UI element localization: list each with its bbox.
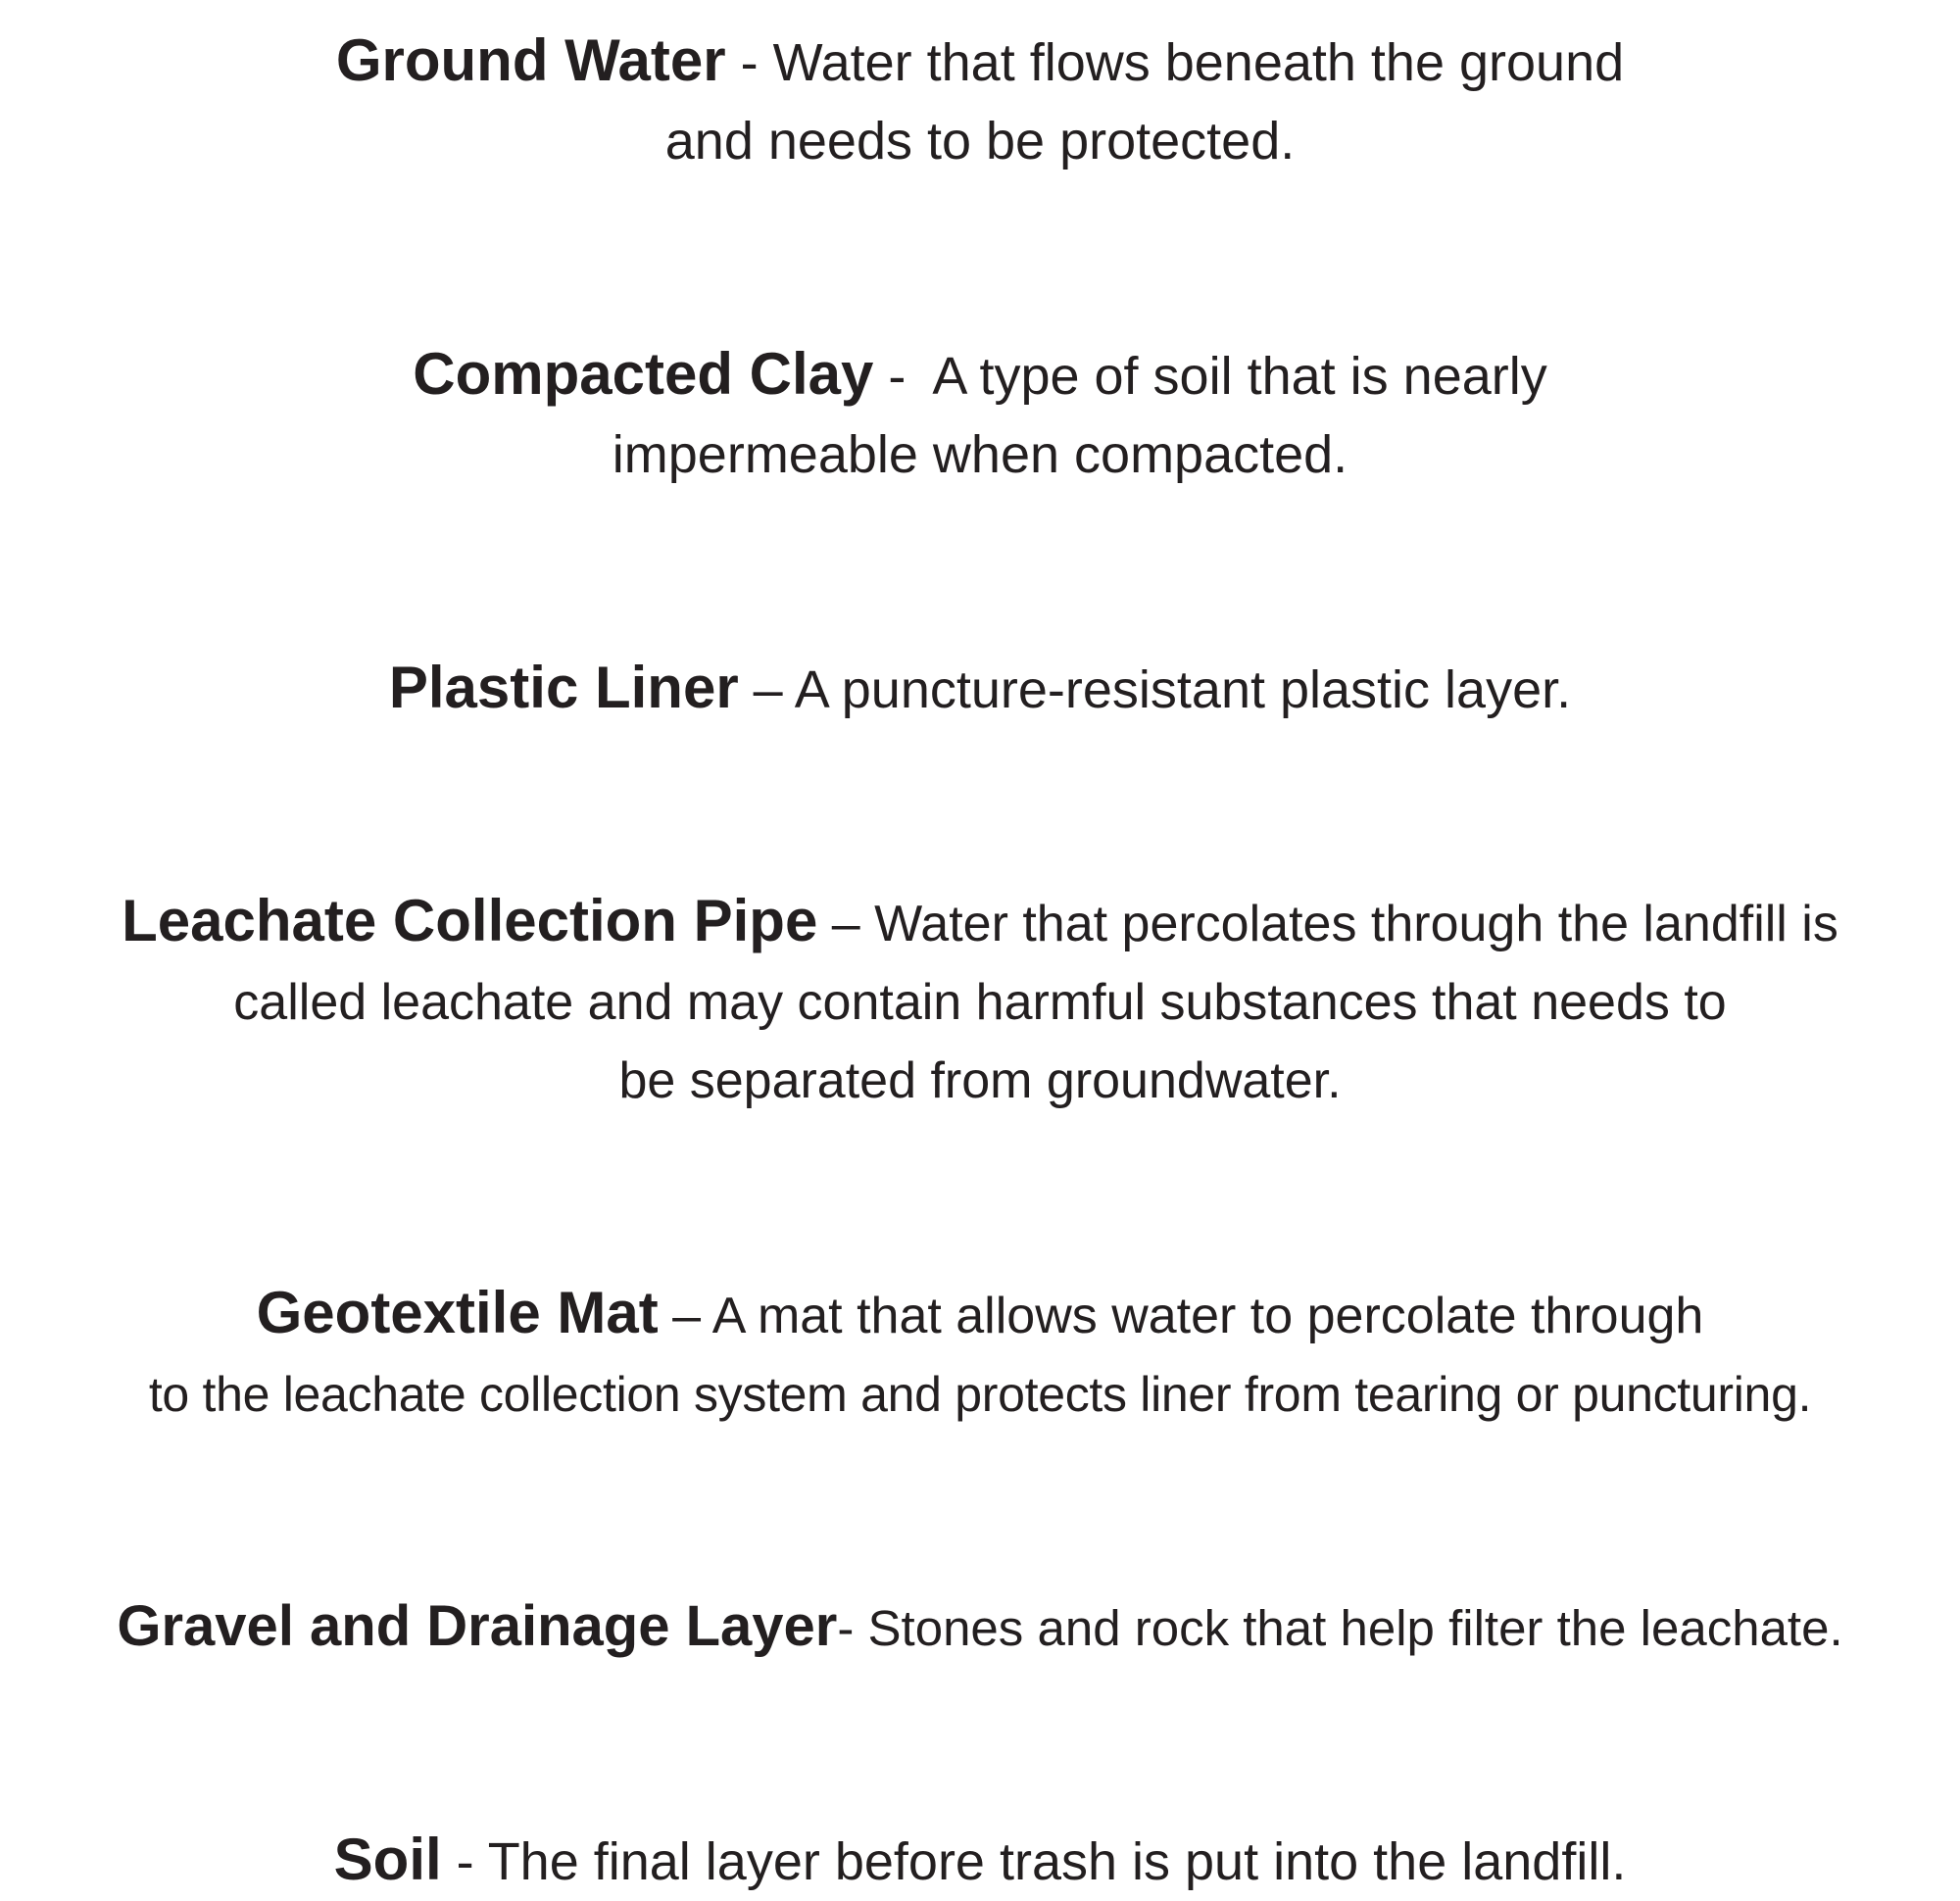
separator: - [441, 1832, 488, 1891]
definition-text: called leachate and may contain harmful substances that needs to [233, 974, 1727, 1031]
definition-text: The final layer before trash is put into the landfill. [487, 1832, 1627, 1891]
term-label: Compacted Clay [413, 341, 874, 407]
definition-text: and needs to be protected. [664, 112, 1296, 171]
separator: - [873, 347, 933, 406]
term-label: Gravel and Drainage Layer [117, 1594, 838, 1658]
term-label: Soil [333, 1827, 442, 1892]
definition-gravel-drainage-layer [0, 1587, 1960, 1668]
definition-line [0, 335, 1960, 415]
definition-soil [0, 1821, 1960, 1901]
definition-text: Water that flows beneath the ground [772, 33, 1625, 92]
definition-text: Water that percolates through the landfill is [874, 896, 1838, 952]
definition-text: A type of soil that is nearly [932, 347, 1547, 406]
definition-line [0, 1274, 1960, 1355]
definition-text: be separated from groundwater. [618, 1052, 1342, 1109]
definition-text: A mat that allows water to percolate through [711, 1288, 1704, 1344]
definition-text: to the leachate collection system and protects liner from tearing or puncturing. [148, 1367, 1812, 1422]
definition-ground-water [0, 22, 1960, 180]
separator: – [738, 660, 795, 719]
separator: - [725, 33, 773, 92]
definition-leachate-collection-pipe [0, 882, 1960, 1120]
term-label: Ground Water [335, 27, 726, 93]
definition-text: impermeable when compacted. [612, 425, 1348, 484]
term-label: Plastic Liner [388, 655, 739, 720]
definition-line [0, 22, 1960, 102]
term-label: Geotextile Mat [256, 1280, 659, 1345]
definition-plastic-liner [0, 649, 1960, 729]
definition-geotextile-mat [0, 1274, 1960, 1434]
definition-compacted-clay [0, 335, 1960, 494]
definition-line [0, 882, 1960, 963]
separator: – [658, 1288, 712, 1344]
definition-line [0, 1821, 1960, 1901]
separator: – [817, 896, 875, 952]
separator: - [837, 1600, 868, 1656]
definition-line [0, 1587, 1960, 1668]
definition-text: Stones and rock that help filter the leachate. [867, 1600, 1843, 1656]
definition-line [0, 649, 1960, 729]
term-label: Leachate Collection Pipe [122, 888, 818, 953]
definition-text: A puncture-resistant plastic layer. [794, 660, 1572, 719]
